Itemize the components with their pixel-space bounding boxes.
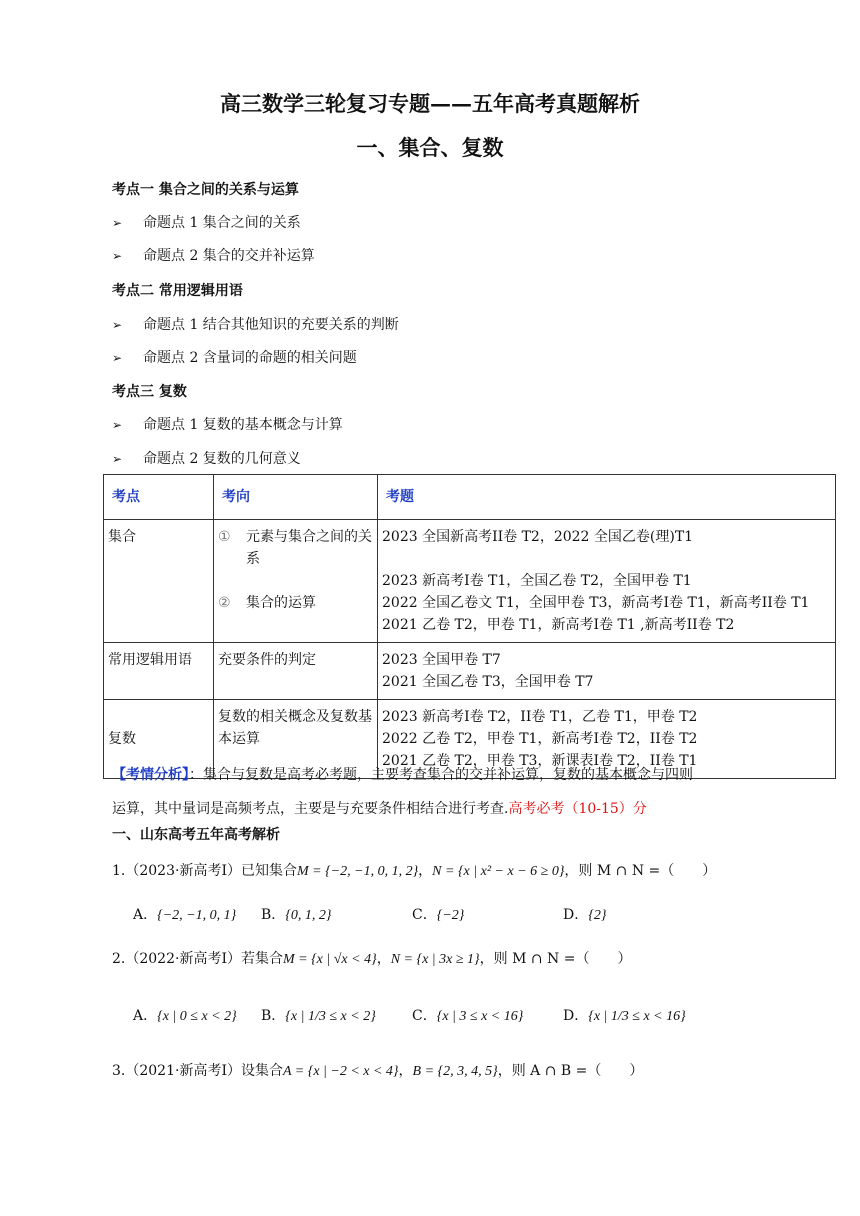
- bullet-item: [112, 245, 315, 265]
- question-1: 1.（2023·新高考Ⅰ）已知集合M = {−2, −1, 0, 1, 2}，N = {x | x² − x − 6 ≥ 0}，则 M ∩ N =（ ）: [112, 863, 717, 879]
- direction-item: [218, 526, 373, 570]
- topic-cell: 常用逻辑用语: [104, 643, 214, 700]
- set-a: A = {x | −2 < x < 4}: [282, 1064, 399, 1079]
- set-m: M = {x | √x < 4}: [282, 952, 377, 967]
- bullet-text: 命题点 1 复数的基本概念与计算: [143, 417, 343, 433]
- question-2: 2.（2022·新高考Ⅰ）若集合M = {x | √x < 4}，N = {x | 3x ≥ 1}，则 M ∩ N =（ ）: [112, 951, 632, 967]
- table-row: [104, 520, 836, 643]
- question-stem: 若集合: [240, 951, 283, 967]
- option-label: B．: [261, 1008, 286, 1024]
- direction-text: 集合的运算: [246, 595, 316, 611]
- bullet-text: 命题点 2 复数的几何意义: [143, 451, 301, 467]
- analysis-text: 运算，其中量词是高频考点，主要是与充要条件相结合进行考查.: [112, 801, 509, 817]
- direction-item: [218, 592, 373, 614]
- option-label: D．: [563, 907, 589, 923]
- exams-cell: [378, 520, 836, 643]
- direction-text: 元素与集合之间的关系: [246, 529, 372, 567]
- table-header: 考向: [214, 475, 378, 520]
- question-number: 2.: [112, 951, 126, 967]
- option-text: {2}: [588, 908, 607, 923]
- direction-cell: 充要条件的判定: [214, 643, 378, 700]
- table-header: 考点: [104, 475, 214, 520]
- exam-line: 2023 全国新高考II卷 T2，2022 全国乙卷(理)T1: [382, 529, 694, 545]
- set-m: M = {−2, −1, 0, 1, 2}: [296, 864, 419, 879]
- option-c[interactable]: [412, 1005, 523, 1025]
- exams-cell: [378, 643, 836, 700]
- section-heading-1: 考点一 集合之间的关系与运算: [112, 182, 299, 198]
- option-text: {0, 1, 2}: [285, 908, 332, 923]
- exam-topic-table: [103, 474, 836, 779]
- option-text: {x | 3 ≤ x < 16}: [436, 1009, 524, 1024]
- exam-line: 2022 乙卷 T2，甲卷 T1，新高考I卷 T2，II卷 T2: [382, 731, 698, 747]
- option-label: C．: [412, 1008, 437, 1024]
- question-ask: ，则 M ∩ N =（ ）: [479, 951, 632, 967]
- option-text: {−2, −1, 0, 1}: [157, 908, 237, 923]
- exam-line: 2021 全国乙卷 T3，全国甲卷 T7: [382, 674, 594, 690]
- question-3: 3.（2021·新高考Ⅰ）设集合A = {x | −2 < x < 4}，B = {2, 3, 4, 5}，则 A ∩ B =（ ）: [112, 1063, 644, 1079]
- option-text: {x | 0 ≤ x < 2}: [157, 1009, 237, 1024]
- arrow-bullet-icon: ➢: [112, 351, 123, 365]
- arrow-bullet-icon: ➢: [112, 216, 123, 230]
- option-text: {x | 1/3 ≤ x < 2}: [285, 1009, 376, 1024]
- bullet-text: 命题点 1 集合之间的关系: [143, 215, 301, 231]
- score-highlight: 高考必考（10-15）分: [508, 801, 647, 817]
- arrow-bullet-icon: ➢: [112, 418, 123, 432]
- set-b: B = {2, 3, 4, 5}: [412, 1064, 498, 1079]
- analysis-tag: 【考情分析】: [112, 767, 189, 783]
- question-number: 1.: [112, 863, 126, 879]
- bullet-item: [112, 212, 301, 232]
- option-text: {x | 1/3 ≤ x < 16}: [588, 1009, 686, 1024]
- exam-line: 2021 乙卷 T2，甲卷 T3，新课表I卷 T2，II卷 T1: [382, 753, 698, 769]
- exam-line: 2023 新高考I卷 T1，全国乙卷 T2，全国甲卷 T1: [382, 573, 692, 589]
- question-source: （2022·新高考Ⅰ）: [125, 951, 241, 967]
- exam-line: 2021 乙卷 T2，甲卷 T1，新高考I卷 T1 ,新高考II卷 T2: [382, 617, 735, 633]
- option-label: B．: [261, 907, 286, 923]
- table-header-row: [104, 475, 836, 520]
- circled-one-icon: ①: [218, 529, 231, 545]
- arrow-bullet-icon: ➢: [112, 318, 123, 332]
- question-ask: ，则 A ∩ B =（ ）: [497, 1063, 644, 1079]
- option-b[interactable]: [261, 904, 332, 924]
- bullet-item: [112, 448, 301, 468]
- option-b[interactable]: [261, 1005, 376, 1025]
- set-n: N = {x | 3x ≥ 1}: [390, 952, 480, 967]
- option-c[interactable]: [412, 904, 464, 924]
- exam-line: 2023 全国甲卷 T7: [382, 652, 501, 668]
- analysis-paragraph: [112, 758, 832, 826]
- circled-two-icon: ②: [218, 595, 231, 611]
- question-source: （2023·新高考Ⅰ）: [125, 863, 241, 879]
- option-a[interactable]: [133, 904, 236, 924]
- option-d[interactable]: [563, 904, 606, 924]
- question-stem: 设集合: [240, 1063, 283, 1079]
- arrow-bullet-icon: ➢: [112, 249, 123, 263]
- section-heading-2: 考点二 常用逻辑用语: [112, 283, 243, 299]
- option-label: A．: [133, 907, 158, 923]
- bullet-item: [112, 347, 357, 367]
- exam-line: 2023 新高考I卷 T2，II卷 T1，乙卷 T1，甲卷 T2: [382, 709, 698, 725]
- question-number: 3.: [112, 1063, 126, 1079]
- option-label: C．: [412, 907, 437, 923]
- question-stem: 已知集合: [240, 863, 297, 879]
- set-n: N = {x | x² − x − 6 ≥ 0}: [432, 864, 565, 879]
- topic-cell: 复数: [104, 700, 214, 779]
- topic-cell: 集合: [104, 520, 214, 643]
- analysis-text: ：集合与复数是高考必考题，主要考查集合的交并补运算，复数的基本概念与四则: [189, 767, 693, 783]
- option-label: A．: [133, 1008, 158, 1024]
- page-subtitle: 一、集合、复数: [356, 135, 504, 160]
- option-label: D．: [563, 1008, 589, 1024]
- table-header: 考题: [378, 475, 836, 520]
- option-text: {−2}: [436, 908, 465, 923]
- direction-cell: [214, 520, 378, 643]
- part-heading: 一、山东高考五年高考解析: [112, 827, 280, 843]
- section-heading-3: 考点三 复数: [112, 384, 187, 400]
- bullet-text: 命题点 2 含量词的命题的相关问题: [143, 350, 357, 366]
- bullet-item: [112, 414, 343, 434]
- option-d[interactable]: [563, 1005, 686, 1025]
- bullet-text: 命题点 2 集合的交并补运算: [143, 248, 315, 264]
- bullet-text: 命题点 1 结合其他知识的充要关系的判断: [143, 317, 399, 333]
- exam-line: 2022 全国乙卷文 T1，全国甲卷 T3，新高考I卷 T1，新高考II卷 T1: [382, 595, 810, 611]
- bullet-item: [112, 314, 399, 334]
- option-a[interactable]: [133, 1005, 237, 1025]
- direction-cell: 复数的相关概念及复数基本运算: [214, 700, 378, 779]
- table-row: [104, 643, 836, 700]
- arrow-bullet-icon: ➢: [112, 452, 123, 466]
- question-source: （2021·新高考Ⅰ）: [125, 1063, 241, 1079]
- page-title: 高三数学三轮复习专题——五年高考真题解析: [220, 91, 640, 116]
- exam-line-blank: [382, 548, 831, 570]
- question-ask: ，则 M ∩ N =（ ）: [564, 863, 717, 879]
